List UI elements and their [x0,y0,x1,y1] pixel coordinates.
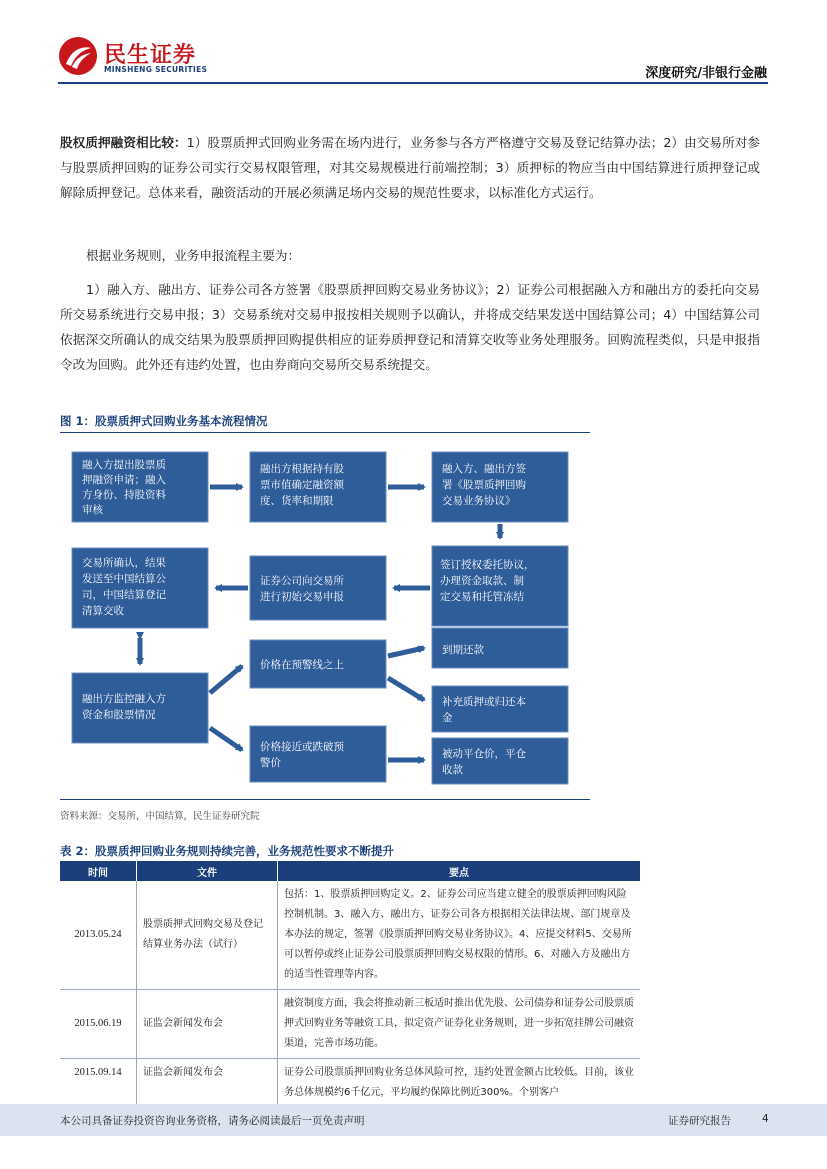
flow-text-monitoring: 融出方监控融入方 资金和股票情况 [82,693,166,721]
column-header-document: 文件 [137,861,278,881]
flow-box-initial-declaration [250,556,386,620]
table-row [60,990,640,1059]
cell-date: 2015.06.19 [60,990,137,1059]
cell-document: 股票质押式回购交易及登记结算业务办法（试行） [137,881,278,990]
footer-report-label: 证券研究报告 [668,1115,731,1127]
flow-text-forced-liquidation: 被动平仓价，平仓 收款 [442,748,526,776]
figure-source: 资料来源：交易所，中国结算，民生证券研究院 [60,811,260,822]
flow-text-financing-application: 融入方提出股票质 押融资申请；融入 方身份、持股资料 审核 [82,459,166,516]
flow-text-exchange-confirm: 交易所确认，结果 发送至中国结算公 司，中国结算登记 清算交收 [82,557,166,617]
flow-box-monitoring [72,673,208,743]
cell-document: 证监会新闻发布会 [137,990,278,1059]
paragraph-equity-pledge-comparison [60,130,760,205]
flow-text-authorization: 签订授权委托协议， 办理资金取款、制 定交易和托管冻结 [440,559,535,603]
footer-disclaimer: 本公司具备证券投资咨询业务资格，请务必阅读最后一页免责声明 [60,1115,365,1127]
paragraph-body: 1）股票质押式回购业务需在场内进行，业务参与各方严格遵守交易及登记结算办法；2）由交易所对参与股票质押回购的证券公司实行交易权限管理，对其交易规模进行前端控制；3）质押标的物应当由中国结算进行质押登记或解除质押登记。总体来看，融资活动的开展必须满足场内交易的规范性要求，以标准化方式运行。 [60,135,761,200]
flow-box-near-warning [250,726,386,782]
flow-text-sign-agreement: 融入方、融出方签 署《股票质押回购 交易业务协议》 [442,463,526,507]
flow-text-repay-at-maturity: 到期还款 [442,644,484,656]
header-divider [58,82,768,84]
column-header-date: 时间 [60,861,137,881]
table-header-row [60,861,640,881]
cell-date: 2013.05.24 [60,881,137,990]
flow-box-top-up-collateral [432,686,568,732]
flow-text-near-warning: 价格接近或跌破预 警价 [260,741,344,769]
figure-title: 图 1：股票质押式回购业务基本流程情况 [60,414,268,428]
rules-table [60,861,640,1108]
figure-top-rule [60,432,590,433]
cell-points: 包括：1、股票质押回购定义。2、证券公司应当建立健全的股票质押回购风险控制机制。3、融入方、融出方、证券公司各方根据相关法律法规、部门规章及本办法的规定，签署《股票质押回购交易业务协议》。4、应提交材料5、交易所可以暂停或终止证券公司股票质押回购交易权限的情形。6、对融入方及融出方的适当性管理等内容。 [278,881,641,990]
minsheng-logo-icon [58,36,98,76]
flow-arrow-7-to-9 [210,728,242,750]
table-row [60,1059,640,1108]
flow-box-forced-liquidation [432,738,568,784]
table-row [60,881,640,990]
flow-text-above-warning: 价格在预警线之上 [260,659,344,671]
table-title: 表 2：股票质押回购业务规则持续完善，业务规范性要求不断提升 [60,844,395,858]
flow-arrow-8-to-10 [388,648,424,656]
flow-arrow-7-to-8 [210,666,242,693]
paragraph-declaration-process: 1）融入方、融出方、证券公司各方签署《股票质押回购交易业务协议》；2）证券公司根据融入方和融出方的委托向交易所交易系统进行交易申报；3）交易系统对交易申报按相关规则予以确认，并将成交结果发送中国结算公司；4）中国结算公司依据深交所确认的成交结果为股票质押回购提供相应的证券质押登记和清算交收等业务处理服务。回购流程类似，只是申报指令改为回购。此外还有违约处置，也由券商向交易所交易系统提交。 [60,282,760,372]
report-type: 深度研究/非银行金融 [645,66,767,81]
page-number: 4 [762,1113,769,1125]
flow-text-initial-declaration: 证券公司向交易所 进行初始交易申报 [260,575,344,603]
cell-date: 2015.09.14 [60,1059,137,1108]
figure-bottom-rule [60,799,590,800]
paragraph-lead: 股权质押融资相比较： [60,135,187,150]
company-logo [58,36,228,78]
cell-document: 证监会新闻发布会 [137,1059,278,1108]
flow-arrow-8-to-11 [388,678,424,700]
flowchart [60,438,590,794]
logo-text-en: MINSHENG SECURITIES [104,65,208,74]
paragraph-business-rules: 根据业务规则，业务申报流程主要为： [86,248,301,263]
cell-points: 融资制度方面，我会将推动新三板适时推出优先股、公司债券和证券公司股票质押式回购业务等融资工具，拟定资产证券化业务规则，进一步拓宽挂牌公司融资渠道，完善市场功能。 [278,990,641,1059]
column-header-points: 要点 [278,861,641,881]
flow-text-lender-sets-terms: 融出方根据持有股 票市值确定融资额 度、货率和期限 [260,463,344,507]
table-container [60,861,640,1098]
flow-text-top-up-collateral: 补充质押或归还本 金 [442,696,526,724]
logo-text-cn: 民生证券 [104,43,197,68]
cell-points: 证券公司股票质押回购业务总体风险可控，违约处置金额占比较低。目前，该业务总体规模约6千亿元，平均履约保障比例近300%。个别客户 [278,1059,641,1108]
